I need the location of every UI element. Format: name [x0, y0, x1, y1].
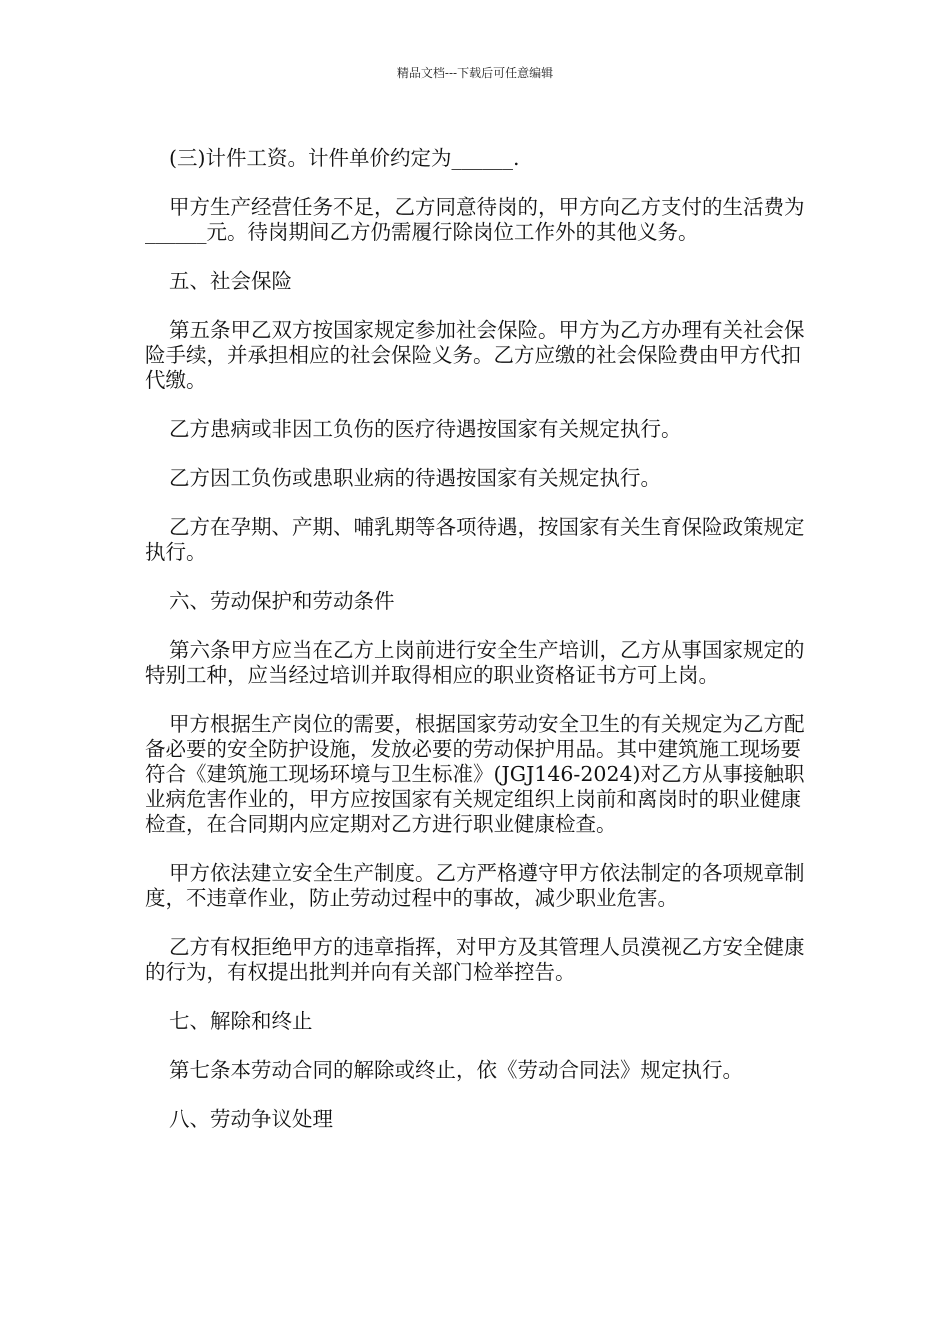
work-injury-paragraph: 乙方因工负伤或患职业病的待遇按国家有关规定执行。 — [169, 466, 661, 490]
section-heading-labor-protection: 六、劳动保护和劳动条件 — [169, 589, 395, 613]
safety-system-paragraph: 甲方依法建立安全生产制度。乙方严格遵守甲方依法制定的各项规章制度，不违章作业，防止劳动过程中的事故，减少职业危害。 — [145, 861, 805, 910]
standby-living-allowance-paragraph: 甲方生产经营任务不足，乙方同意待岗的，甲方向乙方支付的生活费为______元。待岗期间乙方仍需履行除岗位工作外的其他义务。 — [145, 195, 805, 244]
maternity-paragraph: 乙方在孕期、产期、哺乳期等各项待遇，按国家有关生育保险政策规定执行。 — [145, 515, 805, 564]
section-heading-labor-dispute: 八、劳动争议处理 — [169, 1107, 333, 1131]
article-seven-paragraph: 第七条本劳动合同的解除或终止，依《劳动合同法》规定执行。 — [169, 1058, 743, 1082]
safety-equipment-paragraph: 甲方根据生产岗位的需要，根据国家劳动安全卫生的有关规定为乙方配备必要的安全防护设施，发放必要的劳动保护用品。其中建筑施工现场要符合《建筑施工现场环境与卫生标准》(JGJ146-2024)对乙方从事接触职业病危害作业的，甲方应按国家有关规定组织上岗前和离岗时的职业健康检查，在合同期内应定期对乙方进行职业健康检查。 — [145, 712, 805, 836]
section-heading-termination: 七、解除和终止 — [169, 1009, 313, 1033]
article-five-paragraph: 第五条甲乙双方按国家规定参加社会保险。甲方为乙方办理有关社会保险手续，并承担相应的社会保险义务。乙方应缴的社会保险费由甲方代扣代缴。 — [145, 318, 805, 392]
right-to-refuse-paragraph: 乙方有权拒绝甲方的违章指挥，对甲方及其管理人员漠视乙方安全健康的行为，有权提出批判并向有关部门检举控告。 — [145, 935, 805, 984]
illness-treatment-paragraph: 乙方患病或非因工负伤的医疗待遇按国家有关规定执行。 — [169, 417, 682, 441]
page-header: 精品文档---下载后可任意编辑 — [396, 66, 554, 80]
document-body — [145, 146, 813, 1156]
piece-rate-wage-paragraph: (三)计件工资。计件单价约定为______. — [169, 146, 520, 170]
article-six-paragraph: 第六条甲方应当在乙方上岗前进行安全生产培训，乙方从事国家规定的特别工种，应当经过培训并取得相应的职业资格证书方可上岗。 — [145, 638, 805, 687]
section-heading-social-insurance: 五、社会保险 — [169, 269, 292, 293]
